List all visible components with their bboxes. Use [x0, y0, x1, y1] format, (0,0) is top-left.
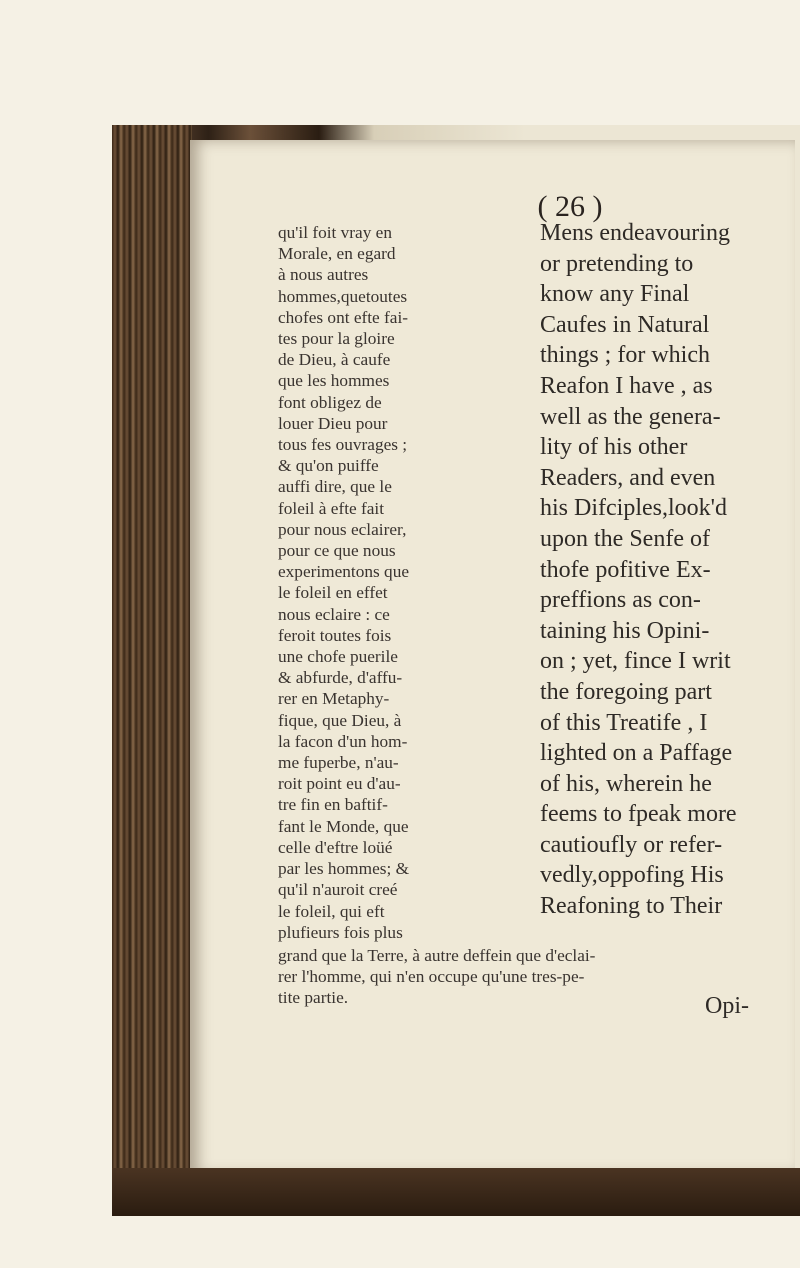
english-text-line: on ; yet, fince I writ: [540, 648, 731, 675]
french-text-line: grand que la Terre, à autre deffein que d'eclai-: [278, 946, 596, 965]
french-text-line: pour nous eclairer,: [278, 519, 407, 539]
french-text-line: qu'il foit vray en: [278, 223, 392, 242]
english-text-line: of this Treatife , I: [540, 709, 708, 736]
french-text-line: le foleil, qui eft: [278, 901, 385, 921]
french-text-line: feroit toutes fois: [278, 625, 392, 645]
english-text-line: things ; for which: [540, 342, 710, 369]
french-text-line: qu'il n'auroit creé: [278, 880, 398, 900]
french-text-line: celle d'eftre loüé: [278, 837, 393, 857]
french-text-line: de Dieu, à caufe: [278, 350, 391, 370]
english-text-line: preffions as con-: [540, 587, 701, 614]
french-text-line: Morale, en egard: [278, 244, 396, 264]
english-text-line: of his, wherein he: [540, 770, 712, 797]
french-text-line: que les hommes: [278, 371, 390, 391]
french-bottom-text: [278, 945, 778, 1009]
french-text-line: me fuperbe, n'au-: [278, 753, 399, 773]
english-text-line: the foregoing part: [540, 678, 712, 705]
english-text-line: Reafoning to Their: [540, 893, 723, 920]
french-text-line: tous fes ouvrages ;: [278, 435, 408, 455]
french-text-line: à nous autres: [278, 265, 369, 285]
catchword: Opi-: [705, 993, 749, 1019]
english-text-line: taining his Opini-: [540, 617, 710, 644]
french-text-line: pour ce que nous: [278, 541, 396, 561]
french-text-line: fant le Monde, que: [278, 816, 409, 836]
french-text-line: hommes,quetoutes: [278, 286, 408, 306]
english-text-line: vedly,oppofing His: [540, 862, 724, 889]
english-text-line: Mens endeavouring: [540, 220, 730, 246]
french-text-line: font obligez de: [278, 392, 382, 412]
french-text-line: chofes ont efte fai-: [278, 307, 409, 327]
french-text-line: la facon d'un hom-: [278, 731, 408, 751]
english-text-line: lity of his other: [540, 434, 688, 461]
french-text-line: & abfurde, d'affu-: [278, 668, 403, 688]
english-text-line: or pretending to: [540, 250, 694, 277]
english-text-line: his Difciples,look'd: [540, 495, 727, 522]
english-text-line: Readers, and even: [540, 464, 716, 491]
english-text-line: upon the Senfe of: [540, 525, 710, 552]
english-text-line: know any Final: [540, 281, 690, 308]
french-text-line: louer Dieu pour: [278, 413, 388, 433]
french-text-line: rer l'homme, qui n'en occupe qu'une tres-pe-: [278, 967, 585, 987]
page-number: ( 26 ): [537, 190, 603, 223]
book-spine: [112, 125, 192, 1210]
french-text-line: & qu'on puiffe: [278, 456, 379, 476]
english-text-line: Caufes in Natural: [540, 311, 710, 338]
french-text-line: tre fin en baftif-: [278, 795, 388, 815]
french-text-line: foleil à efte fait: [278, 498, 385, 518]
french-text-line: plufieurs fois plus: [278, 922, 403, 942]
english-text-line: lighted on a Paffage: [540, 740, 733, 767]
english-text-line: feems to fpeak more: [540, 801, 737, 828]
english-column: [540, 218, 785, 922]
french-text-line: nous eclaire : ce: [278, 604, 390, 624]
french-text-line: le foleil en effet: [278, 583, 388, 603]
french-text-line: roit point eu d'au-: [278, 774, 401, 794]
english-text-line: thofe pofitive Ex-: [540, 556, 711, 583]
french-text-line: tes pour la gloire: [278, 329, 395, 349]
english-text-line: well as the genera-: [540, 403, 721, 430]
french-text-line: rer en Metaphy-: [278, 689, 390, 709]
french-text-line: tite partie.: [278, 988, 349, 1008]
english-text-line: Reafon I have , as: [540, 372, 713, 399]
french-text-line: fique, que Dieu, à: [278, 710, 402, 730]
english-text-line: cautioufly or refer-: [540, 831, 723, 858]
book-bottom-edge: [112, 1168, 800, 1216]
french-column: [278, 222, 518, 943]
french-text-line: experimentons que: [278, 562, 410, 582]
french-text-line: auffi dire, que le: [278, 477, 392, 497]
french-text-line: une chofe puerile: [278, 647, 398, 667]
french-text-line: par les hommes; &: [278, 859, 410, 879]
